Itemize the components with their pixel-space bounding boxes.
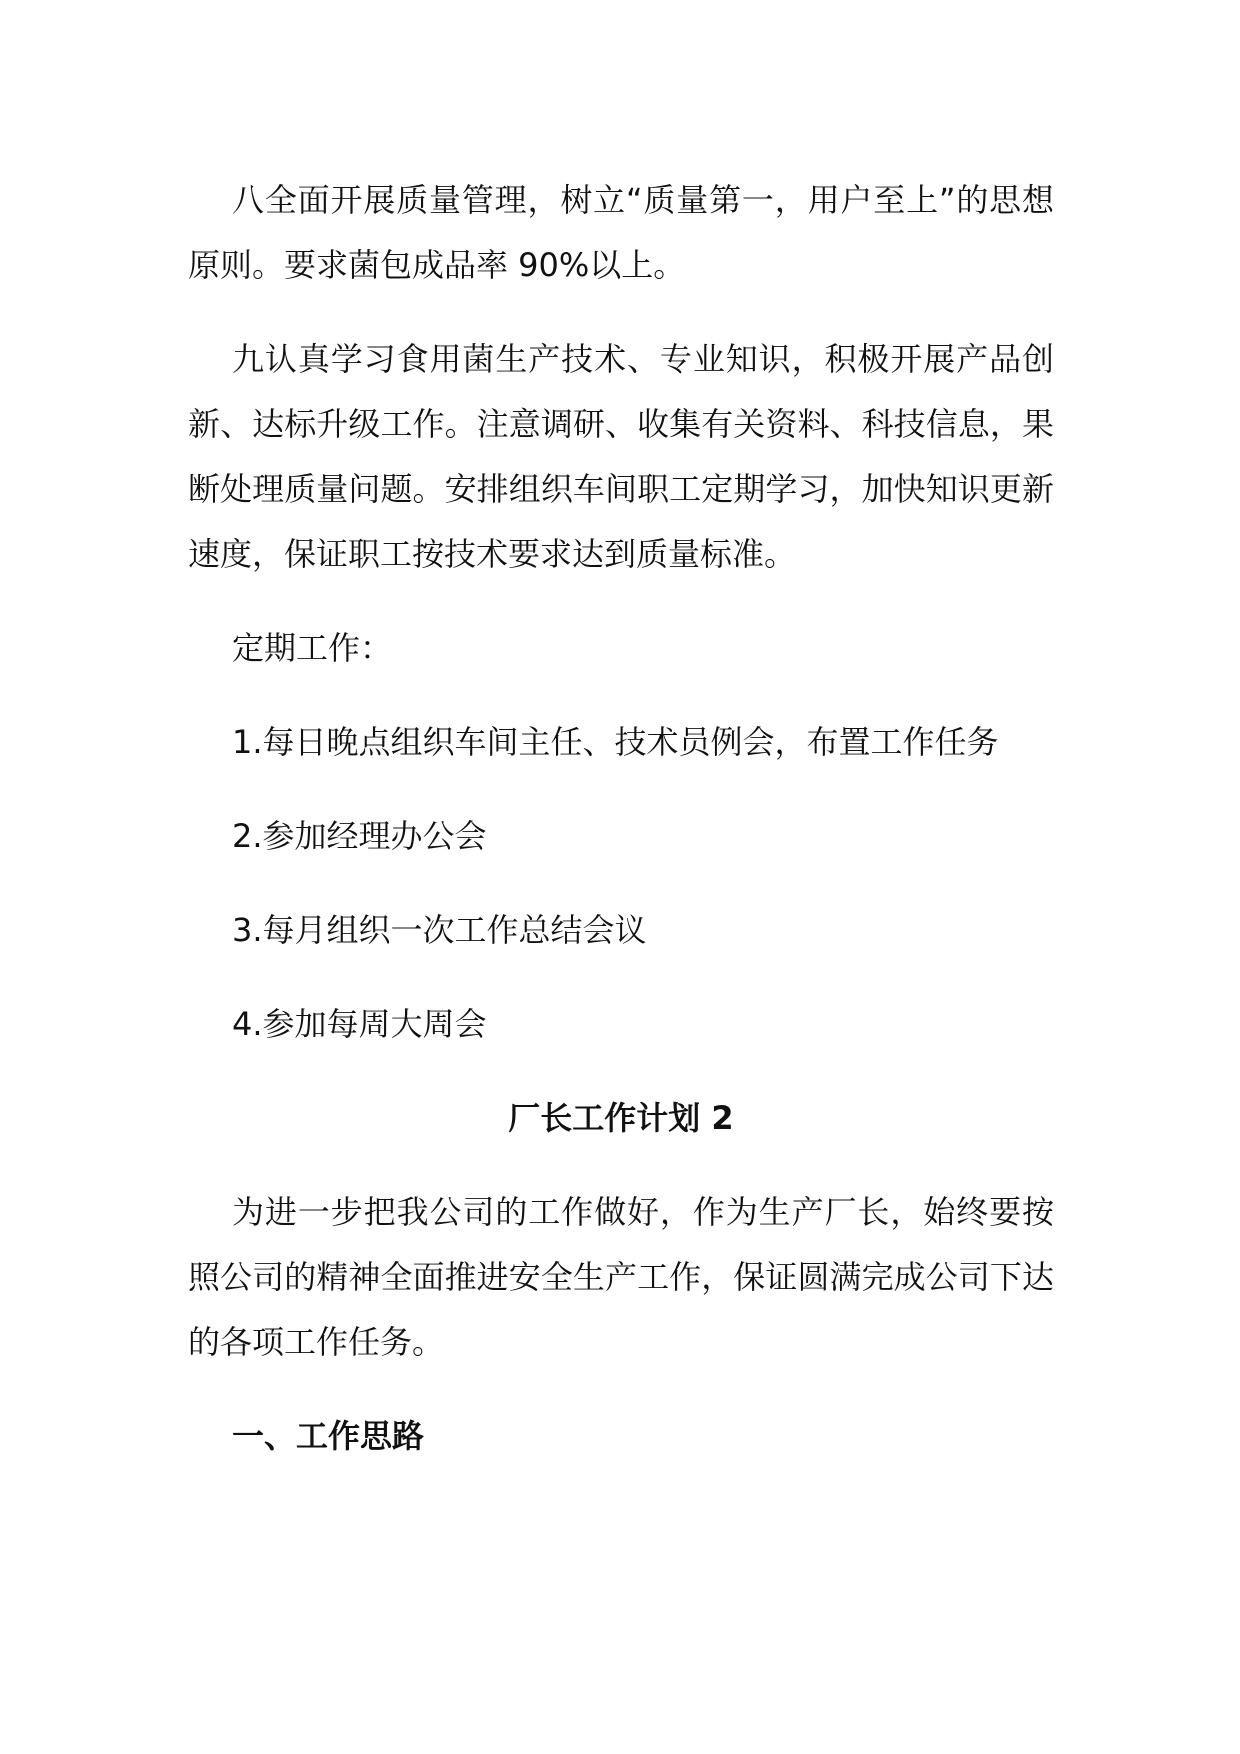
document-body [188,168,1054,1469]
intro-paragraph: 为进一步把我公司的工作做好，作为生产厂长，始终要按照公司的精神全面推进安全生产工作，保证圆满完成公司下达的各项工作任务。 [188,1193,1054,1361]
paragraph-technical-learning: 九认真学习食用菌生产技术、专业知识，积极开展产品创新、达标升级工作。注意调研、收集有关资料、科技信息，果断处理质量问题。安排组织车间职工定期学习，加快知识更新速度，保证职工按技术要求达到质量标准。 [188,340,1054,573]
subheading-work-approach: 一、工作思路 [232,1417,425,1455]
regular-work-item-4: 4.参加每周大周会 [232,1005,487,1043]
regular-work-label: 定期工作： [232,629,393,667]
regular-work-item-2: 2.参加经理办公会 [232,817,487,855]
paragraph-quality-management: 八全面开展质量管理，树立“质量第一，用户至上”的思想原则。要求菌包成品率 90%以上。 [188,181,1054,284]
section-title: 厂长工作计划 2 [508,1099,734,1137]
regular-work-item-1: 1.每日晚点组织车间主任、技术员例会，布置工作任务 [232,723,999,761]
regular-work-item-3: 3.每月组织一次工作总结会议 [232,911,647,949]
